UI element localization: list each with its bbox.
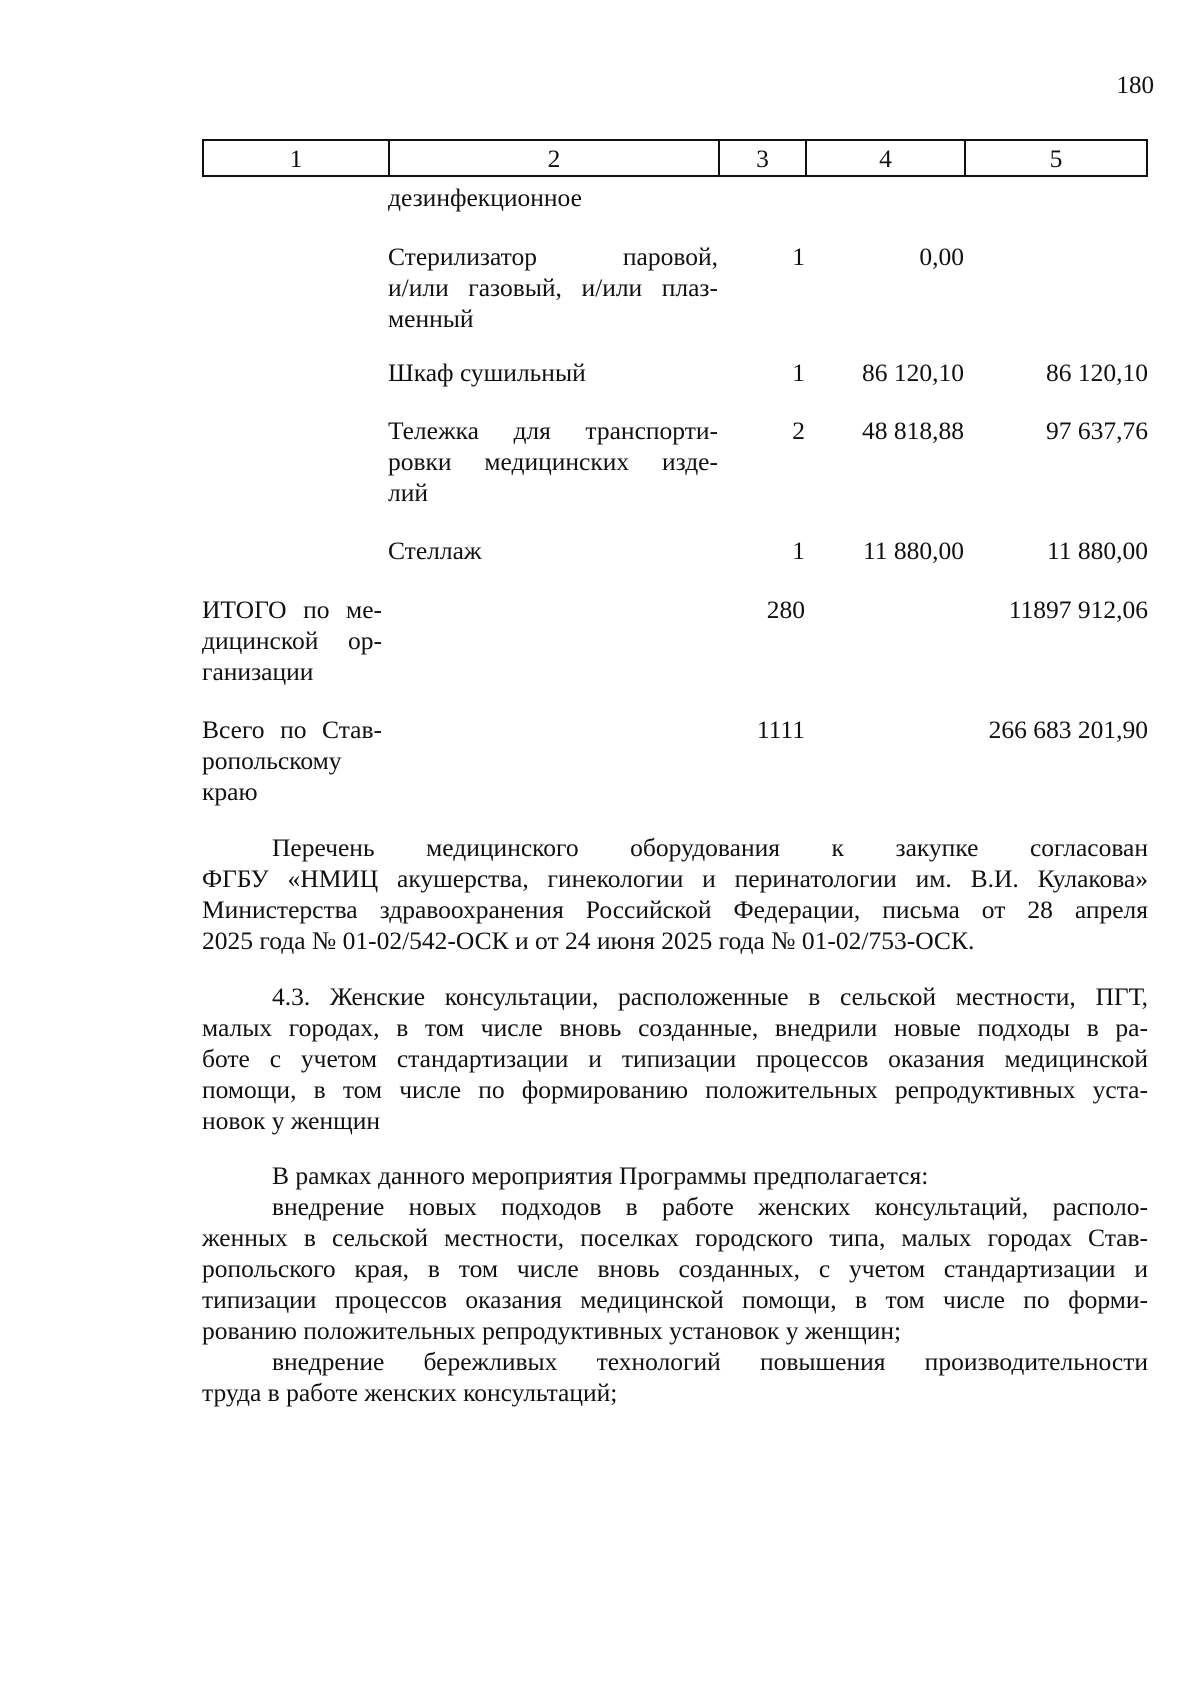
item-sum: 86 120,10	[1046, 358, 1148, 387]
item-sum: 97 637,76	[1046, 416, 1148, 445]
item-sum: 11 880,00	[1046, 536, 1148, 565]
item-name: Стерилизатор паровой, и/или газовый, и/или плаз- менный	[388, 242, 718, 333]
item-price: 48 818,88	[862, 416, 964, 445]
header-cell-4: 4	[807, 141, 966, 175]
item-name: Тележка для транспорти- ровки медицинских изде- лий	[388, 416, 718, 507]
header-cell-3: 3	[720, 141, 807, 175]
header-cell-2: 2	[390, 141, 720, 175]
item-name: Стеллаж	[388, 536, 482, 565]
item-price: 86 120,10	[862, 358, 964, 387]
item-quantity: 1	[792, 242, 805, 271]
item-quantity: 1	[792, 358, 805, 387]
item-quantity: 1	[792, 536, 805, 565]
total-label: ИТОГО по ме- дицинской ор- ганизации	[202, 595, 382, 686]
grand-total-label: Всего по Став- ропольскому краю	[202, 715, 382, 806]
grand-total-quantity: 1111	[756, 715, 805, 744]
paragraph-lean-technologies: внедрение бережливых технологий повышения производительности труда в работе женских консультаций;	[202, 1347, 1148, 1407]
item-name: Шкаф сушильный	[388, 358, 586, 387]
item-price: 11 880,00	[862, 536, 964, 565]
header-cell-1: 1	[204, 141, 390, 175]
paragraph-program-intro: В рамках данного мероприятия Программы предполагается:	[272, 1161, 929, 1190]
table-header	[202, 139, 1148, 177]
item-name: дезинфекционное	[388, 183, 582, 212]
grand-total-sum: 266 683 201,90	[988, 715, 1148, 744]
paragraph-equipment-approval: Перечень медицинского оборудования к закупке согласован ФГБУ «НМИЦ акушерства, гинекологии и перинатологии им. В.И. Кулакова» Министерства здравоохранения Российской Федерации, письма от 28 апреля 2025 года № 01-02/542-ОСК и от 24 июня 2025 года № 01-02/753-ОСК.	[202, 833, 1148, 955]
paragraph-new-approaches: внедрение новых подходов в работе женских консультаций, располо- женных в сельской местности, поселках городского типа, малых городах Став- ропольского края, в том числе вновь созданных, с учетом стандартизации и типизации процессов оказания медицинской помощи, в том числе по форми- рованию положительных репродуктивных установок у женщин;	[202, 1192, 1148, 1345]
paragraph-section-4-3: 4.3. Женские консультации, расположенные в сельской местности, ПГТ, малых городах, в том числе вновь созданные, внедрили новые подходы в ра- боте с учетом стандартизации и типизации процессов оказания медицинской помощи, в том числе по формированию положительных репродуктивных уста- новок у женщин	[202, 982, 1148, 1135]
header-cell-5: 5	[1049, 143, 1063, 173]
total-sum: 11897 912,06	[1008, 595, 1148, 624]
page-number: 180	[1116, 72, 1154, 99]
item-quantity: 2	[792, 416, 805, 445]
item-price: 0,00	[919, 242, 964, 271]
total-quantity: 280	[766, 595, 805, 624]
